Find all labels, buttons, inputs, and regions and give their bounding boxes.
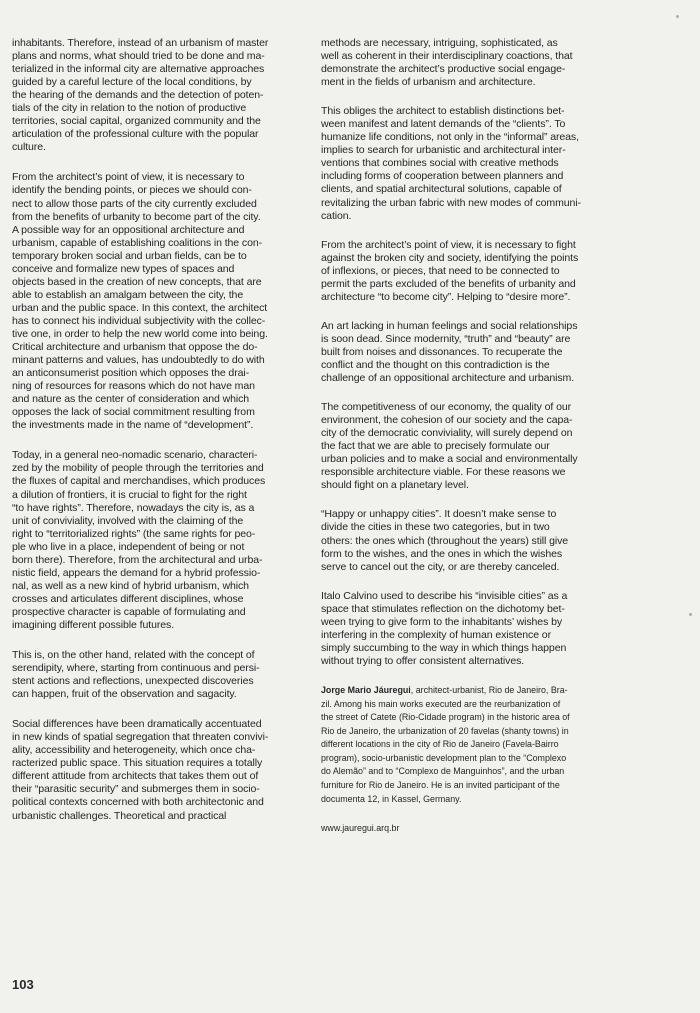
paragraph: Today, in a general neo-nomadic scenario, characteri- zed by the mobility of people through the territories and the fluxes of capital and merchandises, which produces a dilution of frontiers, it is crucial to fight for the right “to have rights”. Therefore, nowadays the city is, as a unit of conviviality, involved with the claiming of the right to “territorialized rights” (the same rights for peo- ple who live in a place, independent of being or not born there). Therefore, from the architectural and urba- nistic field, appears the demand for a hybrid professio- nal, as well as a new kind of hybrid urbanism, which crosses and articulates different disciplines, whose prospective character is capable of formulating and imagining different possible futures. <box>12 449 266 631</box>
paragraph: From the architect’s point of view, it is necessary to fight against the broken city and society, identifying the points of inflexions, or pieces, that need to be connected to permit the parts excluded of the benefits of urbanity and architecture “to become city”. Helping to “desire more”. <box>321 238 579 303</box>
paragraph: methods are necessary, intriguing, sophisticated, as well as coherent in their interdisciplinary coactions, that demonstrate the architect’s productive social engage- ment in the fields of urbanism and architecture. <box>321 37 573 89</box>
author-name: Jorge Mario Jáuregui <box>321 684 411 695</box>
author-bio-text: , architect-urbanist, Rio de Janeiro, Bra- zil. Among his main works executed are the reurbanization of the street of Catete (Rio-Cidade program) in the historic area of Rio de Janeiro, the urbanization of 20 favelas (shanty towns) in different locations in the city of Rio de Janeiro (Favela-Bairro program), socio-urbanistic development plan to the “Complexo do Alemão” and to “Complexo de Manguinhos”, and the urban furniture for Rio de Janeiro. He is an invited participant of the documenta 12, in Kassel, Germany. <box>321 684 570 804</box>
print-speck <box>689 613 692 616</box>
paragraph: The competitiveness of our economy, the quality of our environment, the cohesion of our society and the capa- city of the democratic conviviality, will surely depend on the fact that we are able to precisely formulate our urban policies and to make a social and environmentally responsible architecture viable. For these reasons we should fight on a planetary level. <box>321 401 578 492</box>
paragraph: Italo Calvino used to describe his “invisible cities” as a space that stimulates reflection on the dichotomy bet- ween trying to give form to the inhabitants’ wishes by interfering in the complexity of human existence or simply succumbing to the way in which things happen without trying to offer consistent alternatives. <box>321 589 568 667</box>
paragraph: This is, on the other hand, related with the concept of serendipity, where, starting from continuous and persi- stent actions and reflections, unexpected discoveries can happen, fruit of the observation and sagacity. <box>12 649 260 701</box>
paragraph: inhabitants. Therefore, instead of an urbanism of master plans and norms, what should tried to be done and ma- terialized in the informal city are alternative approaches guided by a careful lecture of the local conditions, by the hearing of the demands and the detection of poten- tials of the city in relation to the notion of productive territories, social capital, organized community and the articulation of the professional culture with the popular culture. <box>12 37 269 154</box>
paragraph: From the architect’s point of view, it is necessary to identify the bending points, or pieces we should con- nect to allow those parts of the city currently excluded from the benefits of urbanity to become part of the city. A possible way for an oppositional architecture and urbanism, capable of establishing coalitions in the con- temporary broken social and urban fields, can be to conceive and formalize new types of spaces and objects based in the creation of new concepts, that are able to establish an amalgam between the city, the urban and the public space. In this context, the architect has to connect his individual subjectivity with the collec- tive one, in order to help the new world come into being. Critical architecture and urbanism that oppose the do- minant patterns and values, has undoubtedly to do with an anticonsumerist position which opposes the drai- ning of resources for reasons which do not have man and nature as the center of consideration and which opposes the lack of social commitment resulting from the investments made in the name of “development”. <box>12 171 268 432</box>
page-number: 103 <box>12 977 34 992</box>
paragraph: “Happy or unhappy cities”. It doesn’t make sense to divide the cities in these two categories, but in two others: the ones which (throughout the years) still give form to the wishes, and the ones in which the wishes serve to cancel out the city, or are thereby canceled. <box>321 508 569 573</box>
left-column <box>12 37 309 840</box>
paragraph: Social differences have been dramatically accentuated in new kinds of spatial segregation that threaten convivi- ality, accessibility and heterogeneity, which once cha- racterized public space. This situation requires a totally different attitude from architects that takes them out of their “parasitic security” and submerges them in socio- political contexts concerned with both architectonic and urbanistic challenges. Theoretical and practical <box>12 718 269 822</box>
paragraph: An art lacking in human feelings and social relationships is soon dead. Since modernity, “truth” and “beauty” are built from noises and dissonances. To recuperate the conflict and the thought on this contradiction is the challenge of an oppositional architecture and urbanism. <box>321 319 578 385</box>
author-bio <box>321 684 618 806</box>
print-speck <box>676 15 679 18</box>
author-website: www.jauregui.arq.br <box>321 823 400 834</box>
right-column <box>321 37 618 834</box>
paragraph: This obliges the architect to establish distinctions bet- ween manifest and latent demands of the “clients”. To humanize life conditions, not only in the “informal” areas, implies to search for urbanistic and architectural inter- ventions that combines social with creative methods including forms of cooperation between planners and clients, and spatial architectural solutions, capable of revitalizing the urban fabric with new modes of communi- cation. <box>321 105 581 222</box>
